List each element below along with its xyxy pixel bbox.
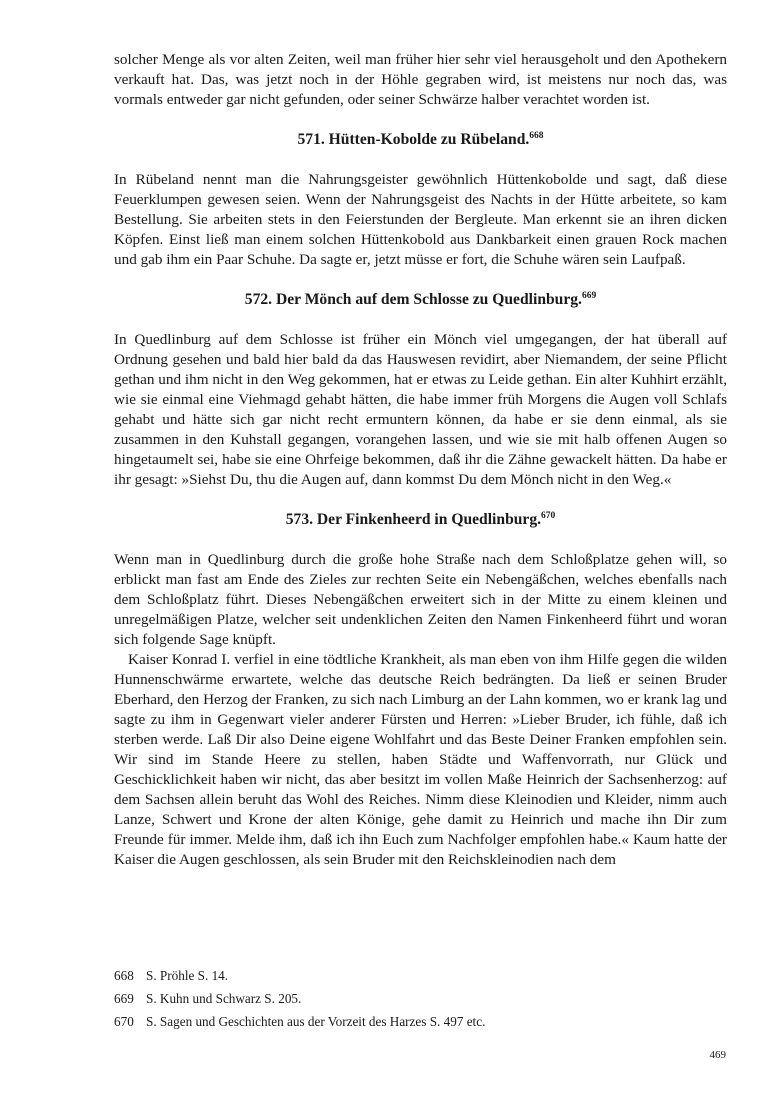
footnote-item	[114, 1010, 727, 1033]
footnote-ref[interactable]: 669	[581, 291, 597, 301]
footnote-text: S. Pröhle S. 14.	[146, 968, 229, 983]
section-title-text: 572. Der Mönch auf dem Schlosse zu Quedlinburg.	[244, 291, 582, 308]
section-paragraph: Kaiser Konrad I. verfiel in eine tödtliche Krankheit, als man eben von ihm Hilfe gegen die wilden Hunnenschwärme erwartete, welche das deutsche Reich bedrängten. Da ließ er seinen Bruder Eberhard, den Herzog der Franken, zu sich nach Limburg an der Lahn kommen, wo er krank lag und sagte zu ihm in Gegenwart vieler anderer Fürsten und Herren: »Lieber Bruder, ich fühle, daß ich sterben werde. Laß Dir also Deine eigene Wohlfahrt und das Beste Deiner Franken empfohlen sein. Wir sind im Stande Heere zu stellen, haben Städte und Waffenvorrath, nur Glück und Geschicklichkeit haben wir nicht, das aber besitzt im vollen Maße Heinrich der Sachsenherzog: auf dem Sachsen allein beruht das Wohl des Reiches. Nimm diese Kleinodien und Kleider, nimm auch Lanze, Schwert und Krone der alten Könige, gehe damit zu Heinrich und mache ihn Dir zum Freunde für immer. Melde ihm, daß ich ihn Euch zum Nachfolger empfohlen habe.« Kaum hatte der Kaiser die Augen geschlossen, als sein Bruder mit den Reichskleinodien nach dem	[114, 651, 727, 868]
section-paragraph: In Quedlinburg auf dem Schlosse ist früher ein Mönch viel umgegangen, der hat überall auf Ordnung gesehen und bald hier bald da das Hauswesen revidirt, aber Niemandem, der seine Pflicht gethan und ihm nicht in den Weg gekommen, hat er etwas zu Leide gethan. Ein alter Kuhhirt erzählt, wie sie einmal eine Viehmagd gehabt hätten, die habe immer früh Morgens die Augen voll Schlafs gehabt und hätte sich gar nicht recht ermuntern können, da habe er sie denn einmal, als sie zusammen in den Kuhstall gegangen, vorangehen lassen, und wie sie mit halb offenen Augen so hingetaumelt sei, habe sie eine Ohrfeige bekommen, daß ihr die Zähne gewackelt hätten. Da habe er ihr gesagt: »Siehst Du, thu die Augen auf, dann kommst Du dem Mönch nicht in den Weg.«	[114, 331, 727, 488]
section-paragraph: Wenn man in Quedlinburg durch die große hohe Straße nach dem Schloßplatze gehen will, so erblickt man fast am Ende des Zieles zur rechten Seite ein Nebengäßchen, welches ebenfalls nach dem Schloßplatz führt. Dieses Nebengäßchen erweitert sich in der Mitte zu einem kleinen und unregelmäßigen Platze, welcher seit undenklichen Zeiten den Namen Finkenheerd führt und woran sich folgende Sage knüpft.	[114, 551, 727, 648]
section-title-text: 571. Hütten-Kobolde zu Rübeland.	[297, 131, 530, 148]
footnote-item	[114, 987, 727, 1010]
section-title-573	[114, 510, 727, 530]
footnote-text: S. Kuhn und Schwarz S. 205.	[146, 991, 302, 1006]
footnote-number: 668	[114, 968, 134, 983]
section-title-text: 573. Der Finkenheerd in Quedlinburg.	[285, 511, 542, 528]
section-title-572	[114, 290, 727, 310]
page-body	[114, 50, 727, 870]
intro-paragraph: solcher Menge als vor alten Zeiten, weil man früher hier sehr viel herausgeholt und den Apothekern verkauft hat. Das, was jetzt noch in der Höhle gegraben wird, ist meistens nur noch das, was vormals entweder gar nicht gefunden, oder seiner Schwärze halber verachtet worden ist.	[114, 51, 727, 108]
footnotes	[114, 964, 727, 1033]
page-number: 469	[709, 1049, 726, 1061]
footnote-ref[interactable]: 668	[529, 131, 544, 141]
footnote-ref[interactable]: 670	[541, 511, 556, 521]
footnote-number: 669	[114, 991, 134, 1006]
footnote-item	[114, 964, 727, 987]
section-title-571	[114, 130, 727, 150]
section-paragraph: In Rübeland nennt man die Nahrungsgeister gewöhnlich Hüttenkobolde und sagt, daß diese Feuerklumpen gewesen seien. Wenn der Nahrungsgeist des Nachts in der Hütte arbeitete, so kam Bestellung. Sie arbeiten stets in den Feierstunden der Bergleute. Man erkennt sie an ihren dicken Köpfen. Einst ließ man einem solchen Hüttenkobold aus Dankbarkeit einen grauen Rock machen und gab ihm ein Paar Schuhe. Da sagte er, jetzt müsse er fort, die Schuhe wären sein Laufpaß.	[114, 171, 727, 268]
footnote-text: S. Sagen und Geschichten aus der Vorzeit des Harzes S. 497 etc.	[146, 1014, 486, 1029]
footnote-number: 670	[114, 1014, 134, 1029]
